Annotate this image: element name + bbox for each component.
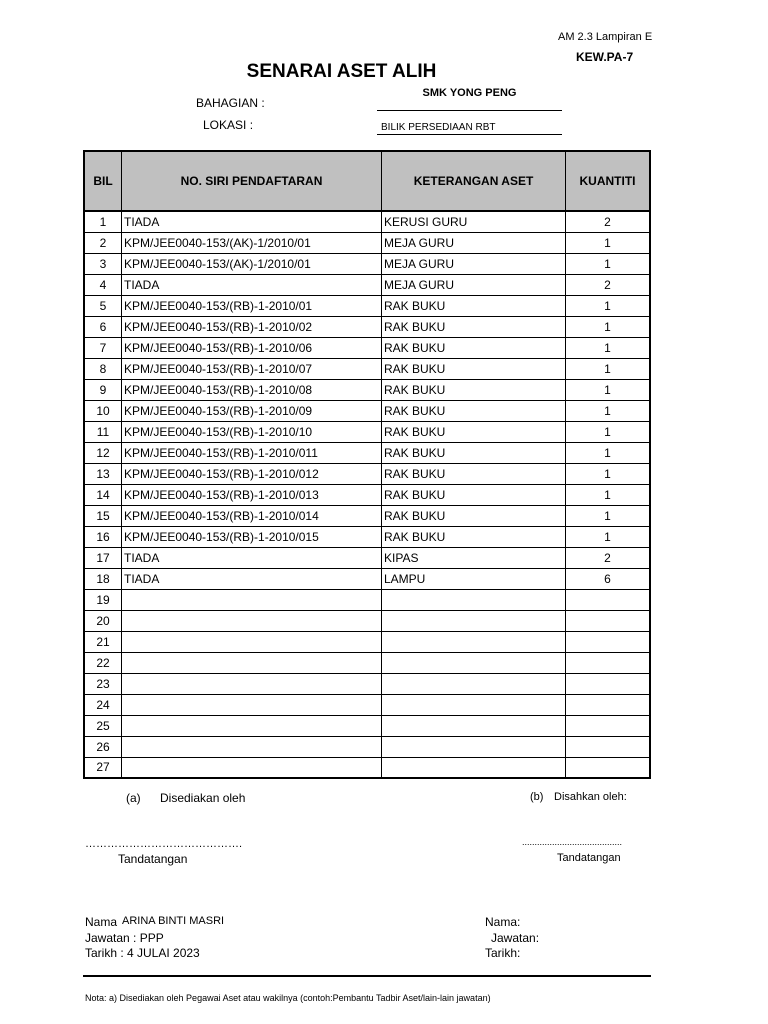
cell-kuantiti: 1 — [566, 358, 651, 379]
cell-keterangan: RAK BUKU — [382, 358, 566, 379]
cell-no-siri: TIADA — [122, 568, 382, 589]
cell-bil: 3 — [84, 253, 122, 274]
cell-bil: 20 — [84, 610, 122, 631]
tarikh-left: Tarikh : 4 JULAI 2023 — [85, 946, 200, 960]
table-row — [84, 694, 650, 715]
table-row — [84, 631, 650, 652]
table-row — [84, 274, 650, 295]
lokasi-label: LOKASI : — [203, 118, 254, 132]
cell-no-siri: KPM/JEE0040-153/(RB)-1-2010/08 — [122, 379, 382, 400]
cell-kuantiti — [566, 631, 651, 652]
jawatan-right: Jawatan: — [491, 931, 540, 945]
cell-bil: 14 — [84, 484, 122, 505]
cell-no-siri: KPM/JEE0040-153/(AK)-1/2010/01 — [122, 253, 382, 274]
cell-kuantiti: 1 — [566, 505, 651, 526]
cell-bil: 19 — [84, 589, 122, 610]
cell-no-siri — [122, 631, 382, 652]
cell-kuantiti: 2 — [566, 547, 651, 568]
cell-kuantiti: 1 — [566, 295, 651, 316]
cell-bil: 17 — [84, 547, 122, 568]
cell-no-siri — [122, 715, 382, 736]
signature-line-right: ........................................ — [522, 837, 623, 847]
col-header-keterangan: KETERANGAN ASET — [382, 151, 566, 211]
table-row — [84, 505, 650, 526]
cell-kuantiti: 1 — [566, 526, 651, 547]
cell-keterangan: MEJA GURU — [382, 232, 566, 253]
cell-kuantiti — [566, 610, 651, 631]
cell-no-siri: KPM/JEE0040-153/(RB)-1-2010/01 — [122, 295, 382, 316]
bahagian-label: BAHAGIAN : — [196, 96, 265, 110]
table-row — [84, 589, 650, 610]
cell-no-siri: TIADA — [122, 547, 382, 568]
cell-kuantiti: 1 — [566, 442, 651, 463]
cell-bil: 16 — [84, 526, 122, 547]
table-row — [84, 211, 650, 232]
cell-no-siri: KPM/JEE0040-153/(AK)-1/2010/01 — [122, 232, 382, 253]
asset-table-body — [84, 211, 650, 778]
cell-keterangan: RAK BUKU — [382, 526, 566, 547]
footer-divider — [83, 975, 651, 977]
cell-kuantiti: 1 — [566, 484, 651, 505]
cell-bil: 27 — [84, 757, 122, 778]
table-row — [84, 526, 650, 547]
cell-bil: 23 — [84, 673, 122, 694]
cell-keterangan: KIPAS — [382, 547, 566, 568]
cell-kuantiti: 1 — [566, 463, 651, 484]
cell-bil: 10 — [84, 400, 122, 421]
cell-bil: 5 — [84, 295, 122, 316]
cell-kuantiti: 1 — [566, 253, 651, 274]
cell-kuantiti — [566, 694, 651, 715]
table-row — [84, 463, 650, 484]
cell-keterangan: RAK BUKU — [382, 316, 566, 337]
cell-kuantiti: 1 — [566, 316, 651, 337]
cell-keterangan — [382, 715, 566, 736]
lokasi-underline — [377, 134, 562, 135]
cell-keterangan: RAK BUKU — [382, 484, 566, 505]
cell-kuantiti — [566, 715, 651, 736]
table-row — [84, 253, 650, 274]
cell-no-siri: KPM/JEE0040-153/(RB)-1-2010/07 — [122, 358, 382, 379]
col-header-kuantiti: KUANTITI — [566, 151, 651, 211]
cell-kuantiti: 2 — [566, 211, 651, 232]
approved-by-label: Disahkan oleh: — [554, 791, 627, 803]
cell-no-siri: TIADA — [122, 274, 382, 295]
page-title: SENARAI ASET ALIH — [246, 61, 437, 82]
cell-keterangan: MEJA GURU — [382, 274, 566, 295]
cell-kuantiti — [566, 652, 651, 673]
col-header-no-siri: NO. SIRI PENDAFTARAN — [122, 151, 382, 211]
cell-no-siri: KPM/JEE0040-153/(RB)-1-2010/014 — [122, 505, 382, 526]
footer-note: Nota: a) Disediakan oleh Pegawai Aset atau wakilnya (contoh:Pembantu Tadbir Aset/lain-lain jawatan) — [85, 993, 491, 1003]
cell-keterangan — [382, 673, 566, 694]
table-row — [84, 295, 650, 316]
cell-bil: 21 — [84, 631, 122, 652]
cell-no-siri: KPM/JEE0040-153/(RB)-1-2010/02 — [122, 316, 382, 337]
cell-keterangan: LAMPU — [382, 568, 566, 589]
table-row — [84, 757, 650, 778]
cell-no-siri — [122, 673, 382, 694]
cell-kuantiti: 1 — [566, 421, 651, 442]
cell-keterangan: RAK BUKU — [382, 421, 566, 442]
table-row — [84, 400, 650, 421]
prepared-by-label: Disediakan oleh — [160, 791, 246, 805]
cell-keterangan: MEJA GURU — [382, 253, 566, 274]
cell-keterangan — [382, 652, 566, 673]
cell-no-siri: KPM/JEE0040-153/(RB)-1-2010/06 — [122, 337, 382, 358]
table-row — [84, 442, 650, 463]
cell-kuantiti: 1 — [566, 232, 651, 253]
table-row — [84, 673, 650, 694]
signature-label-left: Tandatangan — [118, 852, 188, 866]
cell-no-siri — [122, 757, 382, 778]
cell-bil: 9 — [84, 379, 122, 400]
cell-no-siri — [122, 694, 382, 715]
cell-kuantiti: 6 — [566, 568, 651, 589]
cell-bil: 2 — [84, 232, 122, 253]
jawatan-left: Jawatan : PPP — [85, 931, 164, 945]
cell-kuantiti: 1 — [566, 379, 651, 400]
cell-keterangan: RAK BUKU — [382, 505, 566, 526]
nama-value-left: ARINA BINTI MASRI — [122, 915, 225, 927]
cell-kuantiti — [566, 673, 651, 694]
nama-label-left: Nama — [85, 915, 118, 929]
cell-kuantiti: 1 — [566, 400, 651, 421]
table-row — [84, 610, 650, 631]
cell-no-siri: TIADA — [122, 211, 382, 232]
cell-keterangan: RAK BUKU — [382, 295, 566, 316]
table-row — [84, 484, 650, 505]
cell-keterangan: RAK BUKU — [382, 337, 566, 358]
table-row — [84, 316, 650, 337]
cell-no-siri — [122, 736, 382, 757]
cell-no-siri — [122, 589, 382, 610]
signature-label-right: Tandatangan — [557, 852, 621, 864]
cell-bil: 6 — [84, 316, 122, 337]
table-row — [84, 421, 650, 442]
cell-no-siri: KPM/JEE0040-153/(RB)-1-2010/015 — [122, 526, 382, 547]
cell-bil: 1 — [84, 211, 122, 232]
tarikh-right: Tarikh: — [485, 946, 521, 960]
cell-keterangan: RAK BUKU — [382, 463, 566, 484]
cell-keterangan — [382, 694, 566, 715]
cell-keterangan — [382, 589, 566, 610]
table-row — [84, 736, 650, 757]
cell-kuantiti: 2 — [566, 274, 651, 295]
table-row — [84, 568, 650, 589]
form-code: KEW.PA-7 — [576, 50, 634, 64]
cell-kuantiti — [566, 589, 651, 610]
cell-no-siri: KPM/JEE0040-153/(RB)-1-2010/10 — [122, 421, 382, 442]
prepared-marker: (a) — [126, 791, 141, 805]
table-row — [84, 547, 650, 568]
signature-line-left: ……………………………………. — [85, 838, 243, 850]
col-header-bil: BIL — [84, 151, 122, 211]
table-row — [84, 358, 650, 379]
cell-kuantiti — [566, 757, 651, 778]
cell-keterangan — [382, 757, 566, 778]
cell-bil: 7 — [84, 337, 122, 358]
table-row — [84, 337, 650, 358]
nama-label-right: Nama: — [485, 915, 521, 929]
cell-bil: 18 — [84, 568, 122, 589]
cell-bil: 12 — [84, 442, 122, 463]
table-row — [84, 652, 650, 673]
cell-no-siri: KPM/JEE0040-153/(RB)-1-2010/012 — [122, 463, 382, 484]
cell-keterangan — [382, 631, 566, 652]
cell-no-siri: KPM/JEE0040-153/(RB)-1-2010/013 — [122, 484, 382, 505]
cell-bil: 11 — [84, 421, 122, 442]
approved-marker: (b) — [530, 791, 544, 803]
cell-no-siri — [122, 652, 382, 673]
cell-bil: 13 — [84, 463, 122, 484]
cell-no-siri: KPM/JEE0040-153/(RB)-1-2010/011 — [122, 442, 382, 463]
cell-bil: 25 — [84, 715, 122, 736]
cell-no-siri: KPM/JEE0040-153/(RB)-1-2010/09 — [122, 400, 382, 421]
cell-kuantiti: 1 — [566, 337, 651, 358]
lokasi-value: BILIK PERSEDIAAN RBT — [381, 122, 496, 133]
cell-keterangan — [382, 610, 566, 631]
cell-no-siri — [122, 610, 382, 631]
table-row — [84, 715, 650, 736]
cell-keterangan: RAK BUKU — [382, 400, 566, 421]
asset-table — [83, 150, 651, 779]
cell-bil: 15 — [84, 505, 122, 526]
cell-bil: 26 — [84, 736, 122, 757]
table-row — [84, 232, 650, 253]
cell-bil: 22 — [84, 652, 122, 673]
cell-kuantiti — [566, 736, 651, 757]
cell-bil: 4 — [84, 274, 122, 295]
cell-keterangan: RAK BUKU — [382, 442, 566, 463]
cell-bil: 8 — [84, 358, 122, 379]
table-header-row — [84, 151, 650, 211]
form-reference: AM 2.3 Lampiran E — [558, 31, 653, 43]
cell-keterangan: RAK BUKU — [382, 379, 566, 400]
cell-bil: 24 — [84, 694, 122, 715]
bahagian-value: SMK YONG PENG — [422, 87, 517, 99]
cell-keterangan — [382, 736, 566, 757]
bahagian-underline — [377, 110, 562, 111]
cell-keterangan: KERUSI GURU — [382, 211, 566, 232]
table-row — [84, 379, 650, 400]
